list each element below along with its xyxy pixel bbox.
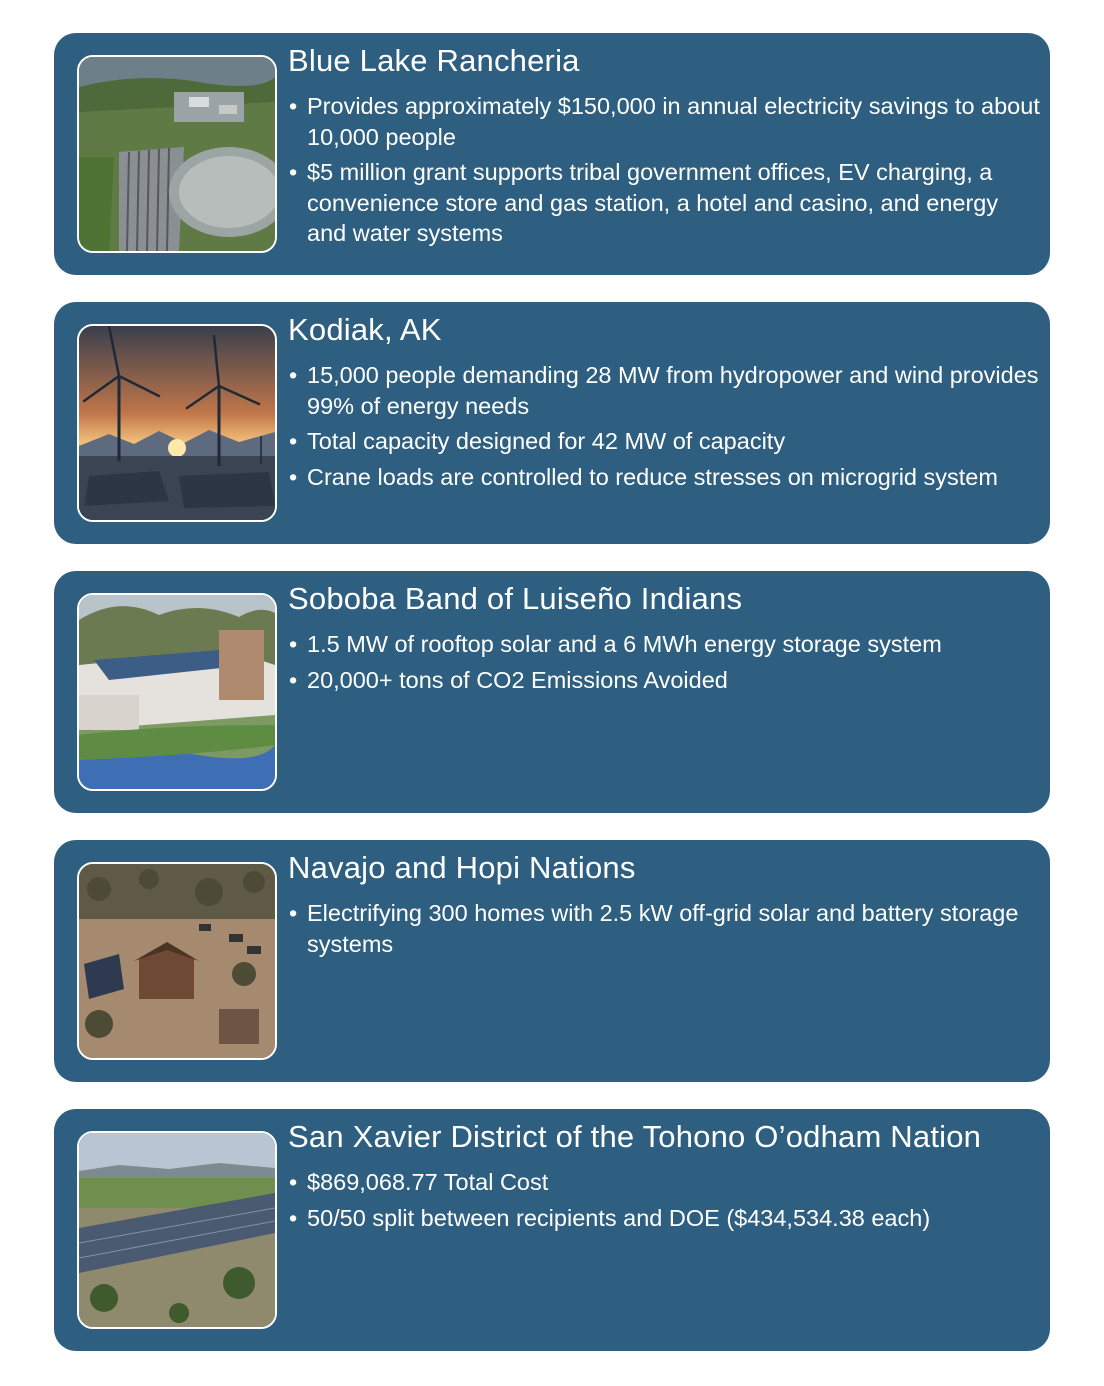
bullet-item: • 1.5 MW of rooftop solar and a 6 MWh energy storage system <box>288 629 1040 660</box>
bullet-item: • 20,000+ tons of CO2 Emissions Avoided <box>288 665 1040 696</box>
project-card-san-xavier <box>54 1109 1050 1351</box>
off-grid-homes-photo <box>77 862 277 1060</box>
aerial-solar-farm-photo <box>77 55 277 253</box>
bullet-item: • $869,068.77 Total Cost <box>288 1167 1040 1198</box>
card-title: Kodiak, AK <box>288 312 442 347</box>
solar-canopy-field-photo <box>77 1131 277 1329</box>
project-card-soboba <box>54 571 1050 813</box>
card-title: Navajo and Hopi Nations <box>288 850 636 885</box>
rooftop-solar-building-photo <box>77 593 277 791</box>
card-content <box>288 41 1040 254</box>
project-card-kodiak <box>54 302 1050 544</box>
card-title: Blue Lake Rancheria <box>288 43 580 78</box>
bullet-list <box>288 1167 1040 1233</box>
card-content <box>288 1117 1040 1238</box>
card-content <box>288 310 1040 497</box>
bullet-list <box>288 360 1040 492</box>
bullet-item: • 50/50 split between recipients and DOE ($434,534.38 each) <box>288 1203 1040 1234</box>
bullet-item: • Crane loads are controlled to reduce stresses on microgrid system <box>288 462 1040 493</box>
bullet-item: • Total capacity designed for 42 MW of capacity <box>288 426 1040 457</box>
bullet-list <box>288 91 1040 249</box>
project-card-blue-lake <box>54 33 1050 275</box>
card-title: San Xavier District of the Tohono O’odham Nation <box>288 1119 982 1154</box>
bullet-item: • Provides approximately $150,000 in annual electricity savings to about 10,000 people <box>288 91 1040 152</box>
card-content <box>288 579 1040 700</box>
bullet-item: • Electrifying 300 homes with 2.5 kW off-grid solar and battery storage systems <box>288 898 1040 959</box>
card-title: Soboba Band of Luiseño Indians <box>288 581 743 616</box>
bullet-list <box>288 629 1040 695</box>
bullet-list <box>288 898 1040 959</box>
wind-turbine-sunset-photo <box>77 324 277 522</box>
project-card-navajo-hopi <box>54 840 1050 1082</box>
bullet-item: • 15,000 people demanding 28 MW from hydropower and wind provides 99% of energy needs <box>288 360 1040 421</box>
card-content <box>288 848 1040 964</box>
bullet-item: • $5 million grant supports tribal government offices, EV charging, a convenience store and gas station, a hotel and casino, and energy and water systems <box>288 157 1040 249</box>
